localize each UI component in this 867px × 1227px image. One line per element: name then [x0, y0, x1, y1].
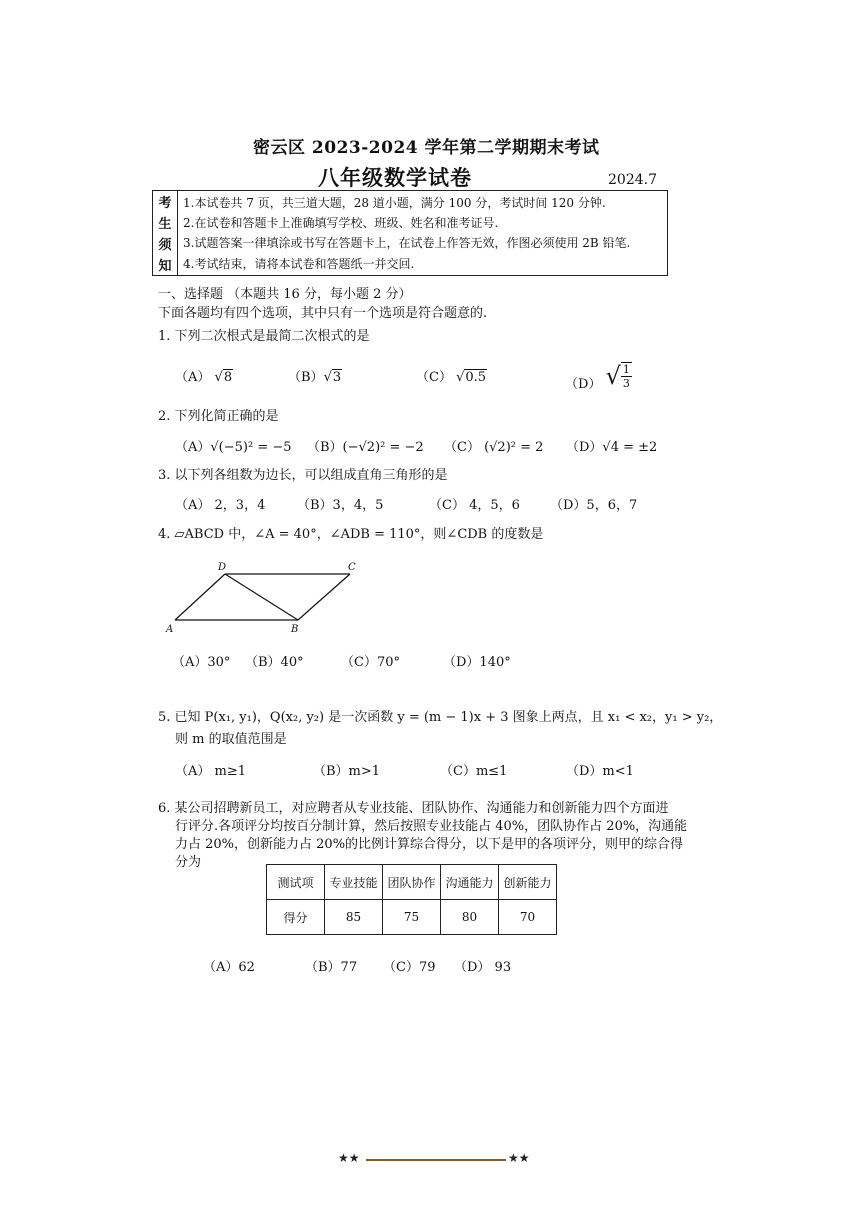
vertex-label-d: D — [218, 562, 227, 573]
q6-option-a: （A）62 — [203, 960, 255, 975]
notice-line: 2.在试卷和答题卡上准确填写学校、班级、姓名和准考证号. — [183, 216, 499, 230]
sqrt-fraction — [606, 362, 632, 390]
section-heading: 一、选择题 （本题共 16 分，每小题 2 分） — [158, 287, 412, 302]
q2-option-c: （C） (√2)² = 2 — [444, 440, 544, 455]
q4-option-a: （A）30° — [172, 655, 231, 670]
notice-line: 1.本试卷共 7 页，共三道大题，28 道小题，满分 100 分，考试时间 120 分钟. — [183, 196, 606, 210]
q6-stem-line: 行评分.各项评分均按百分制计算，然后按照专业技能占 40%，团队协作占 20%，沟通能 — [175, 819, 688, 834]
vertex-label-c: C — [348, 562, 356, 573]
q1-option-b: （B）√3 — [288, 370, 342, 385]
q3-option-b: （B）3，4，5 — [297, 498, 384, 513]
table-cell: 75 — [383, 900, 441, 935]
q6-stem-line: 力占 20%，创新能力占 20%的比例计算综合得分，以下是甲的各项评分，则甲的综合得 — [175, 837, 684, 852]
parallelogram-figure — [160, 560, 370, 640]
q2-stem: 2. 下列化简正确的是 — [158, 409, 279, 424]
q3-option-d: （D）5，6，7 — [550, 498, 638, 513]
notice-label-char: 生 — [158, 217, 172, 232]
q2-option-a: （A）√(−5)² = −5 — [175, 440, 292, 455]
table-header-cell: 沟通能力 — [441, 865, 499, 900]
q1-option-a: （A） √8 — [175, 370, 233, 385]
notice-line: 4.考试结束，请将本试卷和答题纸一并交回. — [183, 257, 415, 271]
notice-label-char: 须 — [158, 238, 172, 253]
table-header-row — [267, 865, 557, 900]
notice-label-char: 知 — [158, 259, 172, 274]
q5-option-c: （C）m≤1 — [440, 764, 508, 779]
table-header-cell: 团队协作 — [383, 865, 441, 900]
q6-option-d: （D） 93 — [454, 960, 512, 975]
score-table — [266, 864, 557, 935]
q4-stem: 4. ▱ABCD 中，∠A = 40°，∠ADB = 110°，则∠CDB 的度数是 — [158, 527, 544, 542]
table-cell: 得分 — [267, 900, 325, 935]
q1-stem: 1. 下列二次根式是最简二次根式的是 — [158, 329, 370, 344]
q5-stem-line2: 则 m 的取值范围是 — [175, 732, 287, 747]
section-instruction: 下面各题均有四个选项，其中只有一个选项是符合题意的. — [158, 306, 488, 321]
radicand: 3 — [332, 370, 342, 385]
q3-stem: 3. 以下列各组数为边长，可以组成直角三角形的是 — [158, 468, 448, 483]
option-letter: （D） — [565, 377, 602, 392]
footer-stars-right: ★★ — [508, 1151, 530, 1165]
sqrt-symbol: √ — [605, 362, 621, 390]
q2-option-d: （D）√4 = ±2 — [566, 440, 658, 455]
fraction — [621, 362, 632, 390]
q3-option-c: （C） 4，5，6 — [429, 498, 520, 513]
q5-option-b: （B）m>1 — [313, 764, 381, 779]
q6-option-b: （B）77 — [305, 960, 358, 975]
notice-label — [153, 191, 178, 275]
notice-label-char: 考 — [158, 196, 172, 211]
side-cb — [298, 574, 350, 620]
option-letter: （A） — [175, 370, 211, 385]
q4-option-c: （C）70° — [341, 655, 400, 670]
paper-title: 八年级数学试卷 — [318, 165, 472, 190]
numerator: 1 — [622, 363, 630, 376]
notice-box — [152, 190, 668, 276]
diagonal-db — [225, 574, 298, 620]
table-cell: 80 — [441, 900, 499, 935]
q6-stem-line: 6. 某公司招聘新员工，对应聘者从专业技能、团队协作、沟通能力和创新能力四个方面进 — [158, 801, 669, 816]
q5-stem-line1: 5. 已知 P(x₁, y₁)，Q(x₂, y₂) 是一次函数 y = (m − 1)x + 3 图象上两点，且 x₁ < x₂，y₁ > y₂， — [158, 710, 723, 725]
exam-title: 密云区 2023-2024 学年第二学期期末考试 — [253, 138, 600, 158]
option-letter: （C） — [416, 370, 452, 385]
q4-option-b: （B）40° — [245, 655, 304, 670]
table-header-cell: 测试项 — [267, 865, 325, 900]
radicand: 8 — [223, 370, 233, 385]
q6-option-c: （C）79 — [383, 960, 436, 975]
option-letter: （B） — [288, 370, 324, 385]
q4-option-d: （D）140° — [443, 655, 511, 670]
footer-stars-left: ★★ — [338, 1151, 360, 1165]
q2-option-b: （B）(−√2)² = −2 — [307, 440, 424, 455]
denominator: 3 — [622, 377, 630, 390]
q1-option-c: （C） √0.5 — [416, 370, 487, 385]
vertex-label-a: A — [166, 624, 174, 635]
q6-stem-line: 分为 — [175, 855, 202, 870]
q1-option-d — [565, 356, 632, 394]
notice-line: 3.试题答案一律填涂或书写在答题卡上，在试卷上作答无效，作图必须使用 2B 铅笔. — [183, 236, 631, 250]
q3-option-a: （A） 2，3，4 — [175, 498, 266, 513]
vertex-label-b: B — [291, 624, 299, 635]
table-header-cell: 专业技能 — [325, 865, 383, 900]
table-cell: 85 — [325, 900, 383, 935]
exam-date: 2024.7 — [608, 172, 657, 188]
table-header-cell: 创新能力 — [499, 865, 557, 900]
table-row — [267, 900, 557, 935]
q5-option-a: （A） m≥1 — [175, 764, 247, 779]
side-ad — [175, 574, 225, 620]
radicand: 0.5 — [465, 370, 487, 385]
footer-divider — [366, 1159, 506, 1161]
q5-option-d: （D）m<1 — [566, 764, 634, 779]
table-cell: 70 — [499, 900, 557, 935]
